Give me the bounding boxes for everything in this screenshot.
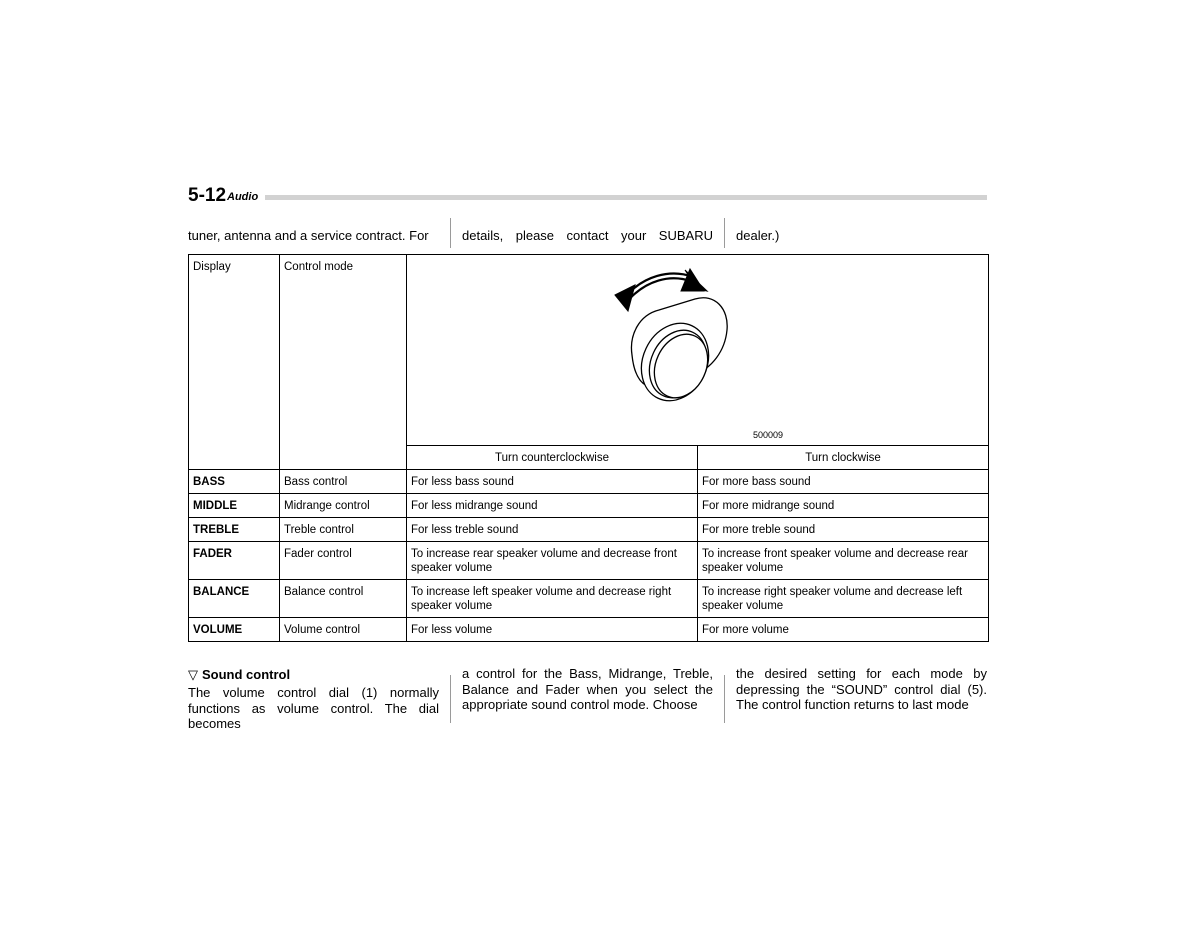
- ccw-effect: For less midrange sound: [407, 494, 698, 518]
- column-divider: [724, 675, 725, 723]
- top-text-col3: dealer.): [736, 228, 780, 243]
- display-label: BALANCE: [189, 580, 280, 618]
- display-label: MIDDLE: [189, 494, 280, 518]
- header-control-mode: Control mode: [280, 255, 407, 470]
- body-column-2: [462, 666, 713, 713]
- display-label: BASS: [189, 470, 280, 494]
- table-row: [189, 518, 989, 542]
- body-column-3: [736, 666, 987, 713]
- cw-effect: For more midrange sound: [698, 494, 989, 518]
- header-display: Display: [189, 255, 280, 470]
- page-number: 5-12: [188, 185, 227, 206]
- cw-effect: For more treble sound: [698, 518, 989, 542]
- body-paragraph: The volume control dial (1) normally functions as volume control. The dial becomes: [188, 685, 439, 731]
- section-heading-text: Sound control: [202, 667, 291, 682]
- body-column-1: [188, 666, 439, 732]
- table-row: [189, 542, 989, 580]
- header-counterclockwise: Turn counterclockwise: [407, 446, 698, 470]
- control-mode: Bass control: [280, 470, 407, 494]
- control-mode: Treble control: [280, 518, 407, 542]
- top-text-col1: tuner, antenna and a service contract. For: [188, 228, 429, 243]
- ccw-effect: For less volume: [407, 618, 698, 642]
- top-word: your: [620, 228, 647, 243]
- ccw-effect: To increase left speaker volume and decrease right speaker volume: [407, 580, 698, 618]
- control-mode: Midrange control: [280, 494, 407, 518]
- table-row: [189, 618, 989, 642]
- column-divider: [450, 218, 451, 248]
- top-text-col2: [462, 228, 713, 243]
- top-word: please: [515, 228, 555, 243]
- header-rule: [265, 195, 987, 200]
- figure-code: 500009: [753, 430, 784, 440]
- column-divider: [450, 675, 451, 723]
- top-word: SUBARU: [658, 228, 713, 243]
- top-word: details,: [462, 228, 504, 243]
- table-row: [189, 580, 989, 618]
- display-label: TREBLE: [189, 518, 280, 542]
- control-mode: Fader control: [280, 542, 407, 580]
- body-paragraph: the desired setting for each mode by depressing the “SOUND” control dial (5). The control function returns to last mode: [736, 666, 987, 712]
- section-title: Audio: [227, 191, 259, 203]
- dial-icon: [629, 298, 727, 412]
- section-heading: [188, 666, 439, 683]
- table-row: [189, 494, 989, 518]
- cw-effect: To increase front speaker volume and decrease rear speaker volume: [698, 542, 989, 580]
- header-clockwise: Turn clockwise: [698, 446, 989, 470]
- column-divider: [724, 218, 725, 248]
- dial-illustration-cell: [407, 255, 989, 446]
- sound-control-table: [188, 254, 989, 642]
- table-row: [189, 470, 989, 494]
- ccw-effect: For less treble sound: [407, 518, 698, 542]
- ccw-effect: For less bass sound: [407, 470, 698, 494]
- page-header: [188, 185, 988, 209]
- display-label: VOLUME: [189, 618, 280, 642]
- control-mode: Balance control: [280, 580, 407, 618]
- cw-effect: For more bass sound: [698, 470, 989, 494]
- body-paragraph: a control for the Bass, Midrange, Treble, Balance and Fader when you select the appropriate sound control mode. Choose: [462, 666, 713, 712]
- display-label: FADER: [189, 542, 280, 580]
- down-triangle-icon: ▽: [188, 667, 198, 682]
- top-word: contact: [566, 228, 609, 243]
- ccw-effect: To increase rear speaker volume and decrease front speaker volume: [407, 542, 698, 580]
- cw-effect: To increase right speaker volume and decrease left speaker volume: [698, 580, 989, 618]
- cw-effect: For more volume: [698, 618, 989, 642]
- control-mode: Volume control: [280, 618, 407, 642]
- rotary-knob-illustration: [407, 255, 987, 445]
